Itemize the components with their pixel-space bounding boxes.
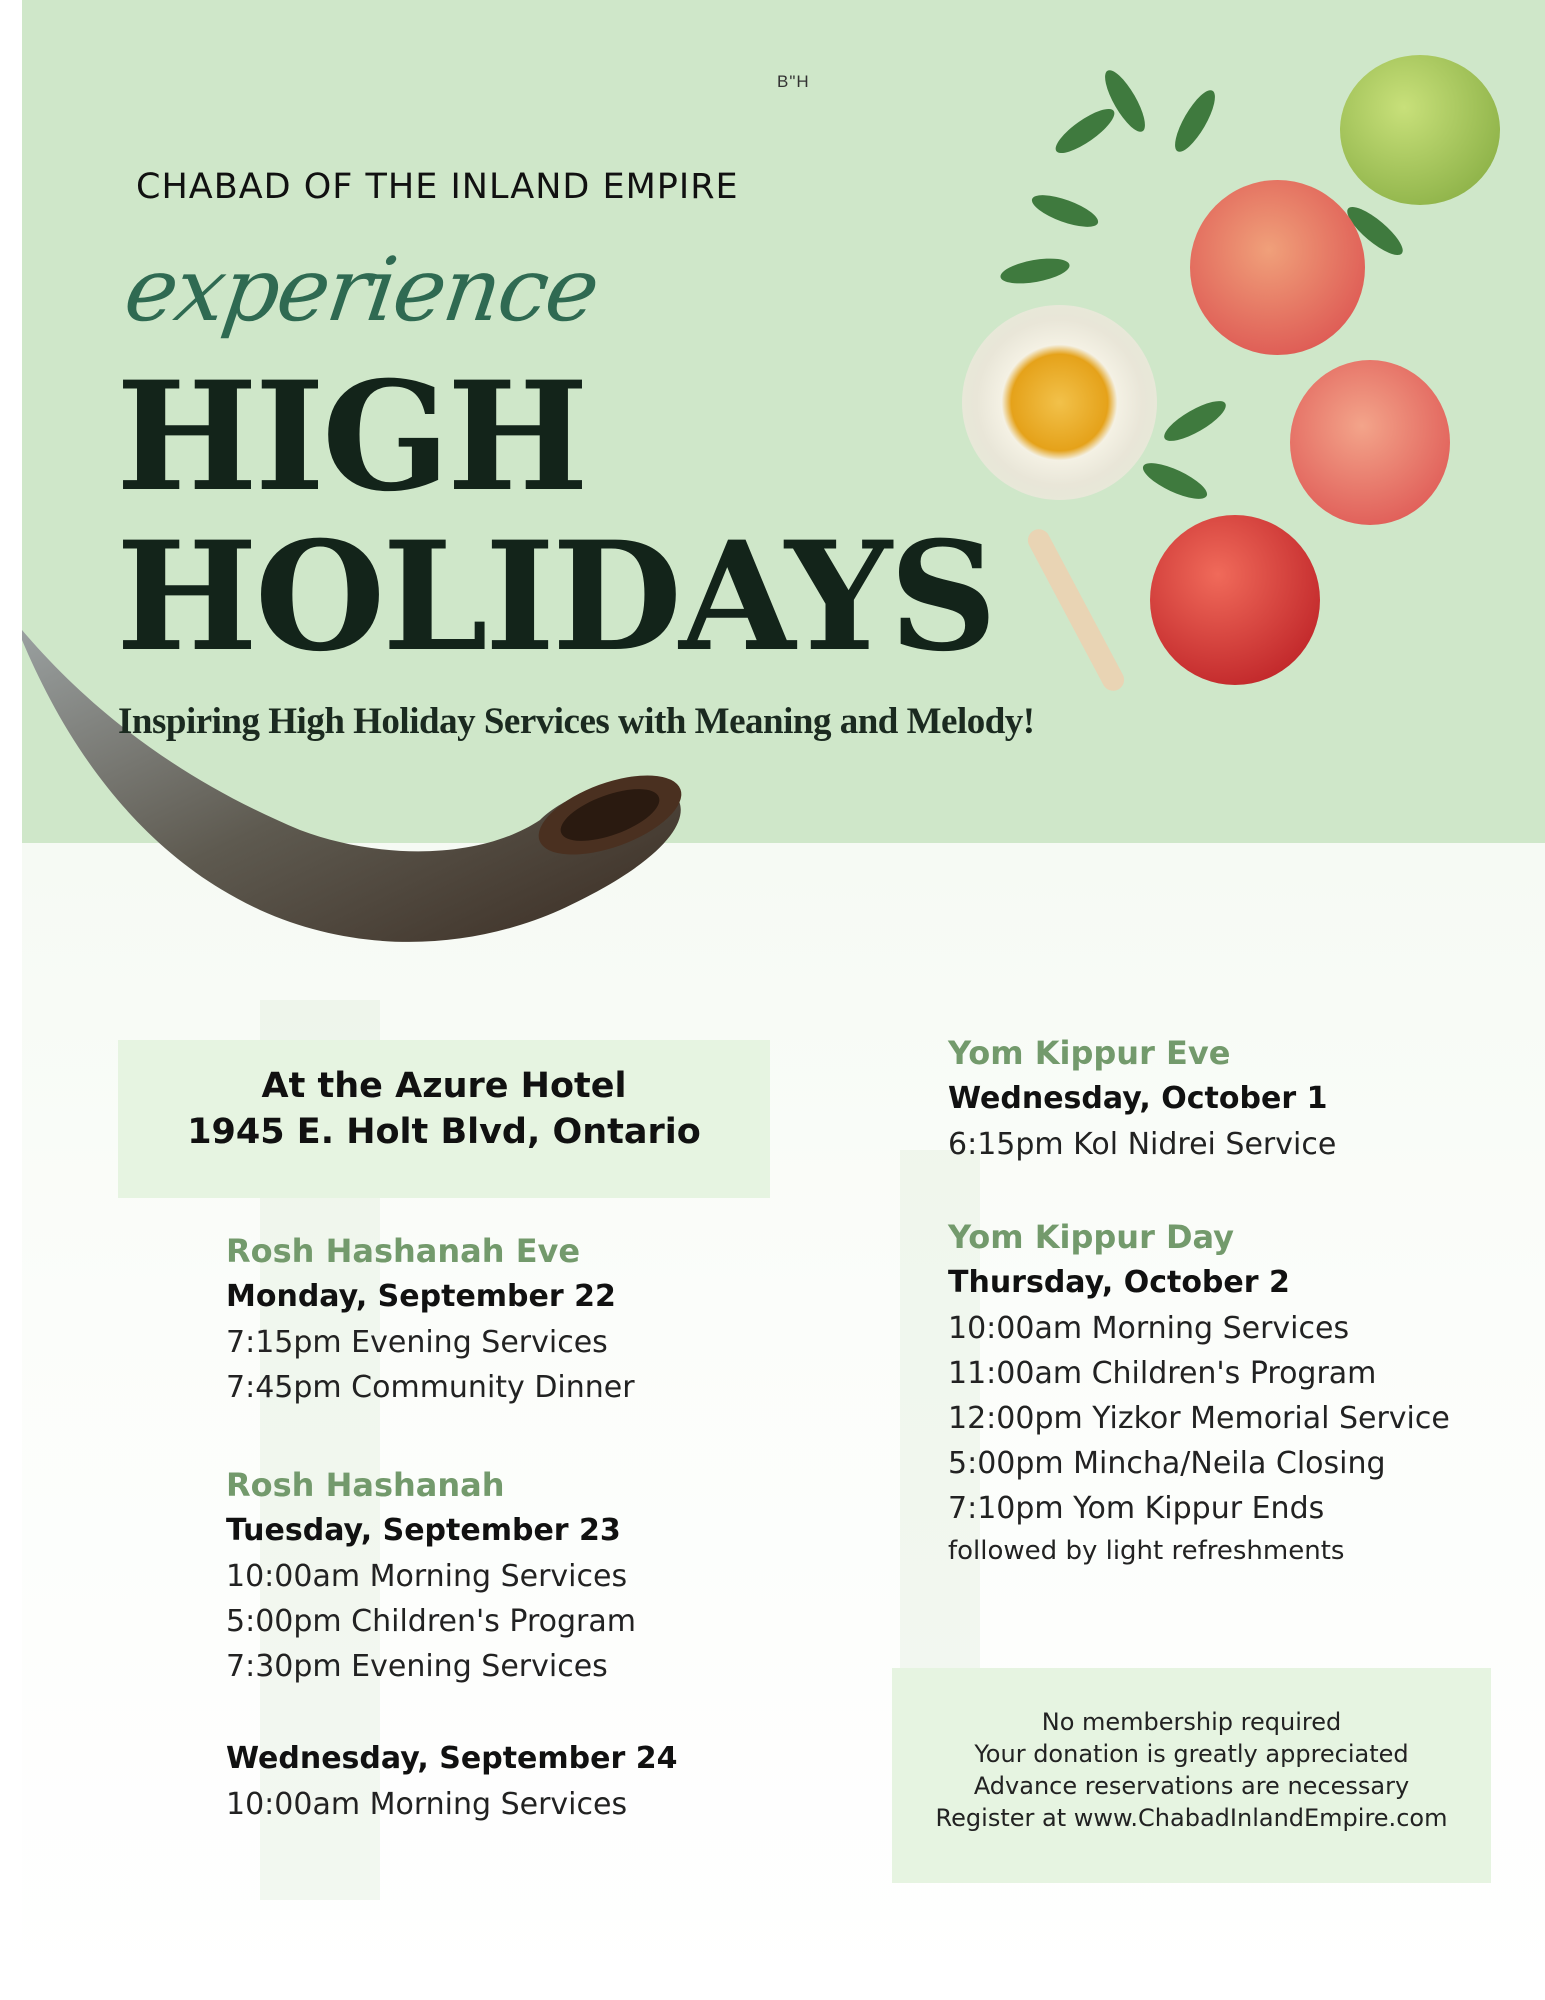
- schedule-item: 7:30pm Evening Services: [226, 1649, 608, 1684]
- leaf: [999, 254, 1072, 288]
- schedule-item: 5:00pm Children's Program: [226, 1604, 636, 1639]
- yom-kippur-eve-section: [948, 1030, 1336, 1167]
- note-line: No membership required: [1041, 1708, 1342, 1736]
- leaf: [1050, 102, 1120, 160]
- rosh-hashanah-day2-section: [226, 1736, 677, 1827]
- section-heading: Rosh Hashanah Eve: [226, 1232, 581, 1270]
- schedule-item: 7:45pm Community Dinner: [226, 1370, 635, 1405]
- yom-kippur-day-section: [948, 1214, 1450, 1571]
- honey-dipper-icon: [1024, 525, 1128, 694]
- venue-address: 1945 E. Holt Blvd, Ontario: [187, 1112, 701, 1152]
- schedule-item: 6:15pm Kol Nidrei Service: [948, 1127, 1337, 1162]
- schedule-item: 11:00am Children's Program: [948, 1356, 1377, 1391]
- section-date: Wednesday, October 1: [948, 1081, 1328, 1116]
- title-line-1: HIGH: [116, 349, 586, 525]
- tagline: Inspiring High Holiday Services with Meaning and Melody!: [118, 701, 1035, 742]
- registration-link[interactable]: Register at www.ChabadInlandEmpire.com: [935, 1804, 1448, 1832]
- section-heading: Yom Kippur Eve: [948, 1034, 1231, 1072]
- rosh-hashanah-section: [226, 1462, 636, 1689]
- leaf: [1028, 189, 1101, 234]
- leaf: [1168, 85, 1222, 157]
- honey-dish-icon: [962, 305, 1157, 500]
- schedule-item: 10:00am Morning Services: [226, 1787, 628, 1822]
- green-apple-icon: [1340, 55, 1500, 205]
- section-date: Wednesday, September 24: [226, 1741, 678, 1776]
- info-notes-box: [892, 1668, 1491, 1883]
- rosh-hashanah-eve-section: [226, 1228, 635, 1410]
- pomegranate-icon: [1190, 180, 1365, 355]
- schedule-item: 5:00pm Mincha/Neila Closing: [948, 1446, 1386, 1481]
- venue-box: [118, 1040, 770, 1198]
- red-apple-icon: [1150, 515, 1320, 685]
- section-date: Monday, September 22: [226, 1279, 616, 1314]
- schedule-item: 12:00pm Yizkor Memorial Service: [948, 1401, 1450, 1436]
- bh-mark: B"H: [777, 72, 810, 91]
- leaf: [1139, 456, 1212, 506]
- venue-name: At the Azure Hotel: [261, 1066, 627, 1106]
- leaf: [1159, 394, 1231, 448]
- section-heading: Rosh Hashanah: [226, 1466, 505, 1504]
- section-heading: Yom Kippur Day: [948, 1218, 1235, 1256]
- title-line-2: HOLIDAYS: [116, 509, 995, 685]
- section-date: Tuesday, September 23: [226, 1513, 621, 1548]
- section-date: Thursday, October 2: [948, 1265, 1290, 1300]
- shofar-icon: [0, 610, 700, 1010]
- schedule-item: 10:00am Morning Services: [226, 1559, 628, 1594]
- note-line: Your donation is greatly appreciated: [974, 1740, 1409, 1768]
- schedule-item: 10:00am Morning Services: [948, 1311, 1350, 1346]
- pomegranate-icon: [1290, 360, 1450, 525]
- schedule-item: 7:10pm Yom Kippur Ends: [948, 1491, 1325, 1526]
- fruit-illustration: [960, 50, 1545, 730]
- schedule-item: 7:15pm Evening Services: [226, 1325, 608, 1360]
- schedule-footnote: followed by light refreshments: [948, 1536, 1345, 1566]
- note-line: Advance reservations are necessary: [973, 1772, 1410, 1800]
- script-word: experience: [118, 238, 604, 341]
- organization-name: CHABAD OF THE INLAND EMPIRE: [136, 167, 739, 207]
